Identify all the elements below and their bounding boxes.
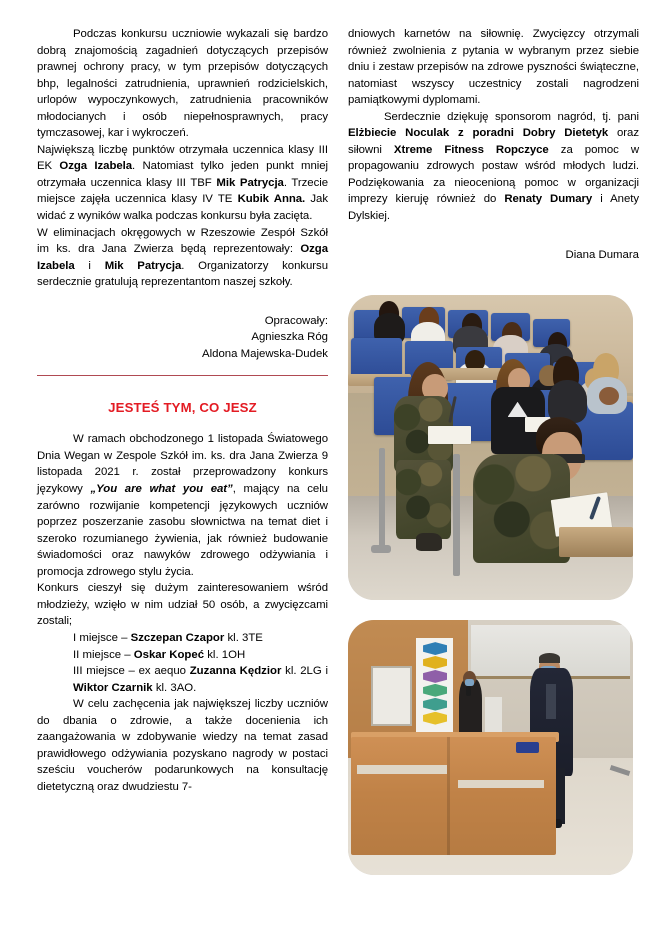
right-column bbox=[348, 26, 639, 263]
seat-frame bbox=[453, 454, 459, 576]
signature-block-1 bbox=[37, 313, 328, 363]
photo-presentation-content bbox=[348, 620, 633, 875]
presenter-mask bbox=[465, 679, 474, 687]
man-shirt bbox=[546, 684, 556, 720]
paragraph-gym-passes bbox=[348, 26, 639, 109]
student-far3-head bbox=[599, 387, 619, 405]
banner-hex-4 bbox=[423, 684, 447, 697]
banner-hex-2 bbox=[423, 656, 447, 669]
banner-hex-6 bbox=[423, 712, 447, 725]
microphone-icon bbox=[466, 686, 471, 696]
photo-lecture-hall-exam bbox=[348, 295, 633, 600]
paragraph-prizes bbox=[37, 696, 328, 795]
run-text: III miejsce – ex aequo Zuzanna Kędzior kl. 2LG i Wiktor Czarnik kl. 3AO. bbox=[73, 665, 328, 694]
paragraph-vegan-day-contest bbox=[37, 415, 328, 580]
banner-hex-1 bbox=[423, 642, 447, 655]
run-text: W ramach obchodzonego 1 listopada Światowego Dnia Wegan w Zespole Szkół im. ks. dra Jana Zwierza 9 listopada 2021 r. został przeprowadzony konkurs językowy „You are what you eat”, mający na celu zarówno rozwijanie kompetencji językowych uczniów poprzez poszerzanie zasobu słownictwa na temat diet i szeroko rozumianego żywienia, jak również budowanie świadomości oraz nawyków zdrowego odżywiania i promocja zdrowego stylu życia. bbox=[37, 433, 328, 578]
banner-hex-3 bbox=[423, 670, 447, 683]
counter-seam bbox=[447, 737, 450, 854]
answer-sheet bbox=[428, 426, 471, 444]
signature-label: Opracowały: bbox=[264, 314, 328, 327]
run-text: II miejsce – Oskar Kopeć kl. 1OH bbox=[73, 648, 246, 661]
run-text: I miejsce – Szczepan Czapor kl. 3TE bbox=[73, 631, 263, 644]
section-title-jestes-tym-co-jesz: JESTEŚ TYM, CO JESZ bbox=[108, 400, 257, 416]
lecture-counter bbox=[351, 737, 556, 854]
paragraph-winners bbox=[37, 142, 328, 225]
run-text: W eliminacjach okręgowych w Rzeszowie Zespół Szkół im ks. dra Jana Zwierza będą reprezentowały: Ozga Izabela i Mik Patrycja. Organizatorzy konkursu serdecznie gratulują reprezentantom naszej szkoły. bbox=[37, 226, 328, 289]
blue-object-on-counter bbox=[516, 742, 539, 752]
place-third bbox=[37, 663, 328, 696]
signature-author-2: Aldona Majewska-Dudek bbox=[202, 347, 328, 360]
run-text: Serdecznie dziękuję sponsorom nagród, tj. pani Elżbiecie Noculak z poradni Dobry Dietetyk oraz siłowni Xtreme Fitness Ropczyce za pomoc w propagowaniu zdrowych postaw wśród młodych ludzi. Podziękowania za nieocenioną pomoc w organizacji imprezy kieruję również do Renaty Dumary i Anety Dylskiej. bbox=[348, 110, 640, 223]
left-column bbox=[37, 26, 328, 795]
photo-exam-content bbox=[348, 295, 633, 600]
run-text: dniowych karnetów na siłownię. Zwycięzcy otrzymali również zwolnienia z pytania w wybranym przez siebie dniu i zestaw przepisów na zdrowe pyszności świąteczne, natomiast wszyscy uczestnicy zostali nagrodzeni pamiątkowymi dyplomami. bbox=[348, 28, 639, 107]
seat-foot bbox=[371, 545, 391, 553]
signature-author-diana: Diana Dumara bbox=[565, 248, 639, 261]
run-text: Konkurs cieszył się dużym zainteresowaniem wśród młodzieży, wzięło w nim udział 50 osób, a zwycięzcami zostali; bbox=[37, 582, 328, 628]
student-left-trousers bbox=[396, 460, 450, 539]
counter-inlay bbox=[458, 780, 544, 788]
photo-lecture-hall-presentation bbox=[348, 620, 633, 875]
two-column-body bbox=[37, 26, 640, 926]
rollup-banner bbox=[416, 638, 453, 745]
paragraph-sponsors-thanks bbox=[348, 109, 639, 225]
student-left-boot bbox=[416, 533, 442, 551]
paragraph-regional-eliminations bbox=[37, 225, 328, 291]
place-second bbox=[37, 647, 328, 664]
place-first bbox=[37, 630, 328, 647]
man-hair bbox=[539, 653, 560, 663]
wall-frame bbox=[371, 666, 412, 726]
counter-inlay bbox=[357, 765, 447, 773]
paragraph-participation bbox=[37, 580, 328, 630]
run-text: W celu zachęcenia jak największej liczby uczniów do dbania o zdrowie, a także docenienia ich zaangażowania w zdobywanie wiedzy na temat zasad prawidłowego odżywiania pozyskano nagrody w postaci sześciu voucherów podarunkowych na konsultację dietetyczną oraz dwudziestu 7- bbox=[37, 698, 328, 793]
banner-hex-5 bbox=[423, 698, 447, 711]
signature-block-2 bbox=[348, 247, 639, 264]
run-text: Podczas konkursu uczniowie wykazali się bardzo dobrą znajomością zagadnień dotyczących przepisów prawnej ochrony pracy, w tym przepisów dotyczących bhp, legalności zatrudnienia, uprawnień rodzicielskich, urlopów wypoczynkowych, zatrudnienia pracowników młodocianych i osób niepełnosprawnych, pracy tymczasowej, kar i wykroczeń. bbox=[37, 28, 328, 140]
desk-front bbox=[559, 527, 633, 558]
paragraph-competition-knowledge bbox=[37, 26, 328, 142]
seat-frame bbox=[379, 448, 385, 552]
signature-author-1: Agnieszka Róg bbox=[251, 331, 328, 344]
run-text: Największą liczbę punktów otrzymała uczennica klasy III EK Ozga Izabela. Natomiast tylko jeden punkt mniej otrzymała uczennica klasy III TBF Mik Patrycja. Trzecie miejsce zajęła uczennica klasy IV TE Kubik Anna. Jak widać z wyników walka podczas konkursu była zacięta. bbox=[37, 143, 329, 223]
